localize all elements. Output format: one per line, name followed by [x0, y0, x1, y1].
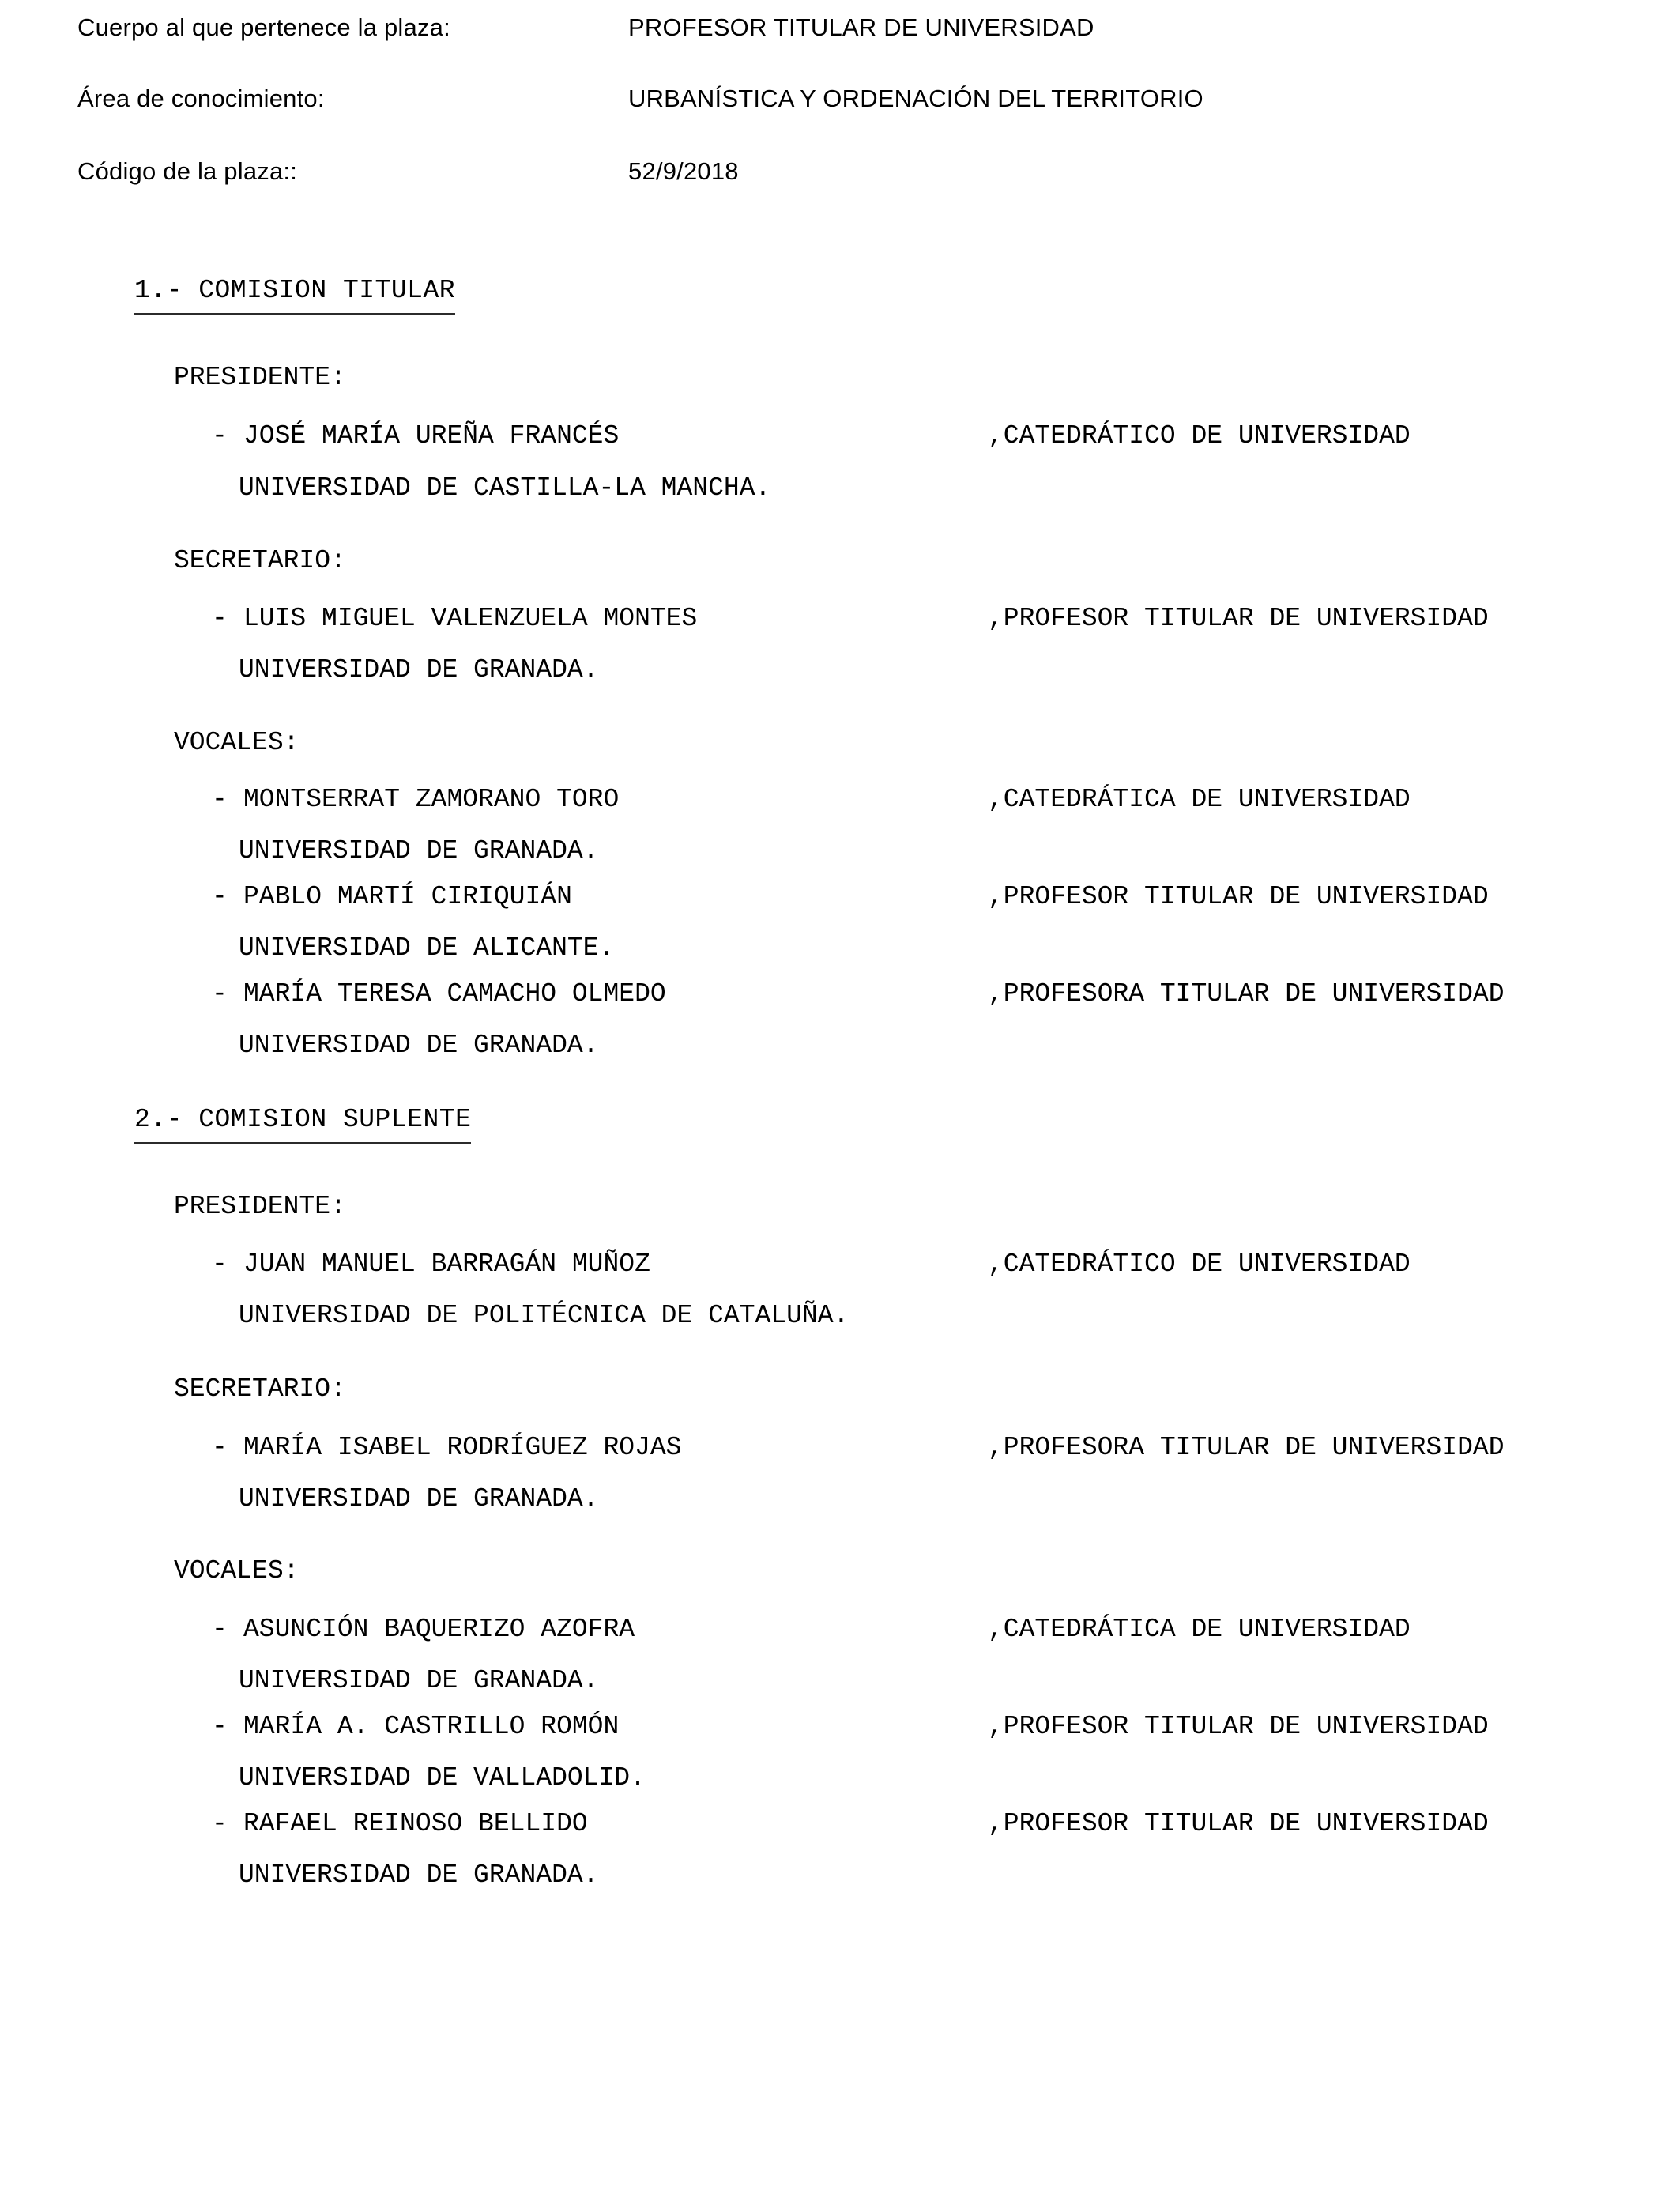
header-field-label: Cuerpo al que pertenece la plaza:	[77, 13, 450, 41]
member-role: ,CATEDRÁTICA DE UNIVERSIDAD	[988, 785, 1411, 814]
header-field-value: URBANÍSTICA Y ORDENACIÓN DEL TERRITORIO	[628, 85, 1203, 112]
member-name: MONTSERRAT ZAMORANO TORO	[243, 785, 620, 814]
list-marker: -	[212, 1250, 228, 1279]
group-label-secretario: SECRETARIO:	[174, 1374, 346, 1404]
member-name: JUAN MANUEL BARRAGÁN MUÑOZ	[243, 1250, 650, 1279]
member-role: ,PROFESORA TITULAR DE UNIVERSIDAD	[988, 979, 1505, 1008]
header-field-value: PROFESOR TITULAR DE UNIVERSIDAD	[628, 13, 1094, 41]
member-affiliation: UNIVERSIDAD DE GRANADA.	[239, 1484, 599, 1514]
group-label-secretario: SECRETARIO:	[174, 546, 346, 575]
group-label-presidente: PRESIDENTE:	[174, 1192, 346, 1221]
member-affiliation: UNIVERSIDAD DE GRANADA.	[239, 655, 599, 684]
list-marker: -	[212, 1433, 228, 1462]
list-marker: -	[212, 1615, 228, 1644]
member-affiliation: UNIVERSIDAD DE POLITÉCNICA DE CATALUÑA.	[239, 1301, 849, 1330]
list-marker: -	[212, 421, 228, 450]
member-role: ,CATEDRÁTICA DE UNIVERSIDAD	[988, 1615, 1411, 1644]
list-marker: -	[212, 1809, 228, 1838]
member-affiliation: UNIVERSIDAD DE ALICANTE.	[239, 933, 615, 963]
member-role: ,CATEDRÁTICO DE UNIVERSIDAD	[988, 1250, 1411, 1279]
member-name: MARÍA ISABEL RODRÍGUEZ ROJAS	[243, 1433, 682, 1462]
section-title: 1.- COMISION TITULAR	[134, 275, 455, 315]
member-name: LUIS MIGUEL VALENZUELA MONTES	[243, 604, 698, 633]
group-label-vocales: VOCALES:	[174, 728, 299, 757]
member-name: MARÍA TERESA CAMACHO OLMEDO	[243, 979, 666, 1008]
member-affiliation: UNIVERSIDAD DE GRANADA.	[239, 836, 599, 865]
header-field-label: Área de conocimiento:	[77, 85, 325, 112]
member-role: ,PROFESOR TITULAR DE UNIVERSIDAD	[988, 604, 1489, 633]
section-title: 2.- COMISION SUPLENTE	[134, 1104, 471, 1144]
member-name: PABLO MARTÍ CIRIQUIÁN	[243, 882, 572, 911]
member-role: ,PROFESOR TITULAR DE UNIVERSIDAD	[988, 1712, 1489, 1741]
member-affiliation: UNIVERSIDAD DE CASTILLA-LA MANCHA.	[239, 473, 771, 503]
member-role: ,CATEDRÁTICO DE UNIVERSIDAD	[988, 421, 1411, 450]
member-affiliation: UNIVERSIDAD DE GRANADA.	[239, 1666, 599, 1695]
member-affiliation: UNIVERSIDAD DE VALLADOLID.	[239, 1763, 646, 1793]
list-marker: -	[212, 1712, 228, 1741]
list-marker: -	[212, 785, 228, 814]
group-label-presidente: PRESIDENTE:	[174, 363, 346, 392]
list-marker: -	[212, 604, 228, 633]
member-role: ,PROFESOR TITULAR DE UNIVERSIDAD	[988, 1809, 1489, 1838]
member-affiliation: UNIVERSIDAD DE GRANADA.	[239, 1860, 599, 1890]
header-field-label: Código de la plaza::	[77, 157, 298, 185]
member-role: ,PROFESORA TITULAR DE UNIVERSIDAD	[988, 1433, 1505, 1462]
member-name: JOSÉ MARÍA UREÑA FRANCÉS	[243, 421, 620, 450]
group-label-vocales: VOCALES:	[174, 1556, 299, 1585]
member-name: RAFAEL REINOSO BELLIDO	[243, 1809, 588, 1838]
member-name: ASUNCIÓN BAQUERIZO AZOFRA	[243, 1615, 635, 1644]
header-field-value: 52/9/2018	[628, 157, 739, 185]
member-role: ,PROFESOR TITULAR DE UNIVERSIDAD	[988, 882, 1489, 911]
list-marker: -	[212, 979, 228, 1008]
list-marker: -	[212, 882, 228, 911]
member-affiliation: UNIVERSIDAD DE GRANADA.	[239, 1031, 599, 1060]
member-name: MARÍA A. CASTRILLO ROMÓN	[243, 1712, 620, 1741]
